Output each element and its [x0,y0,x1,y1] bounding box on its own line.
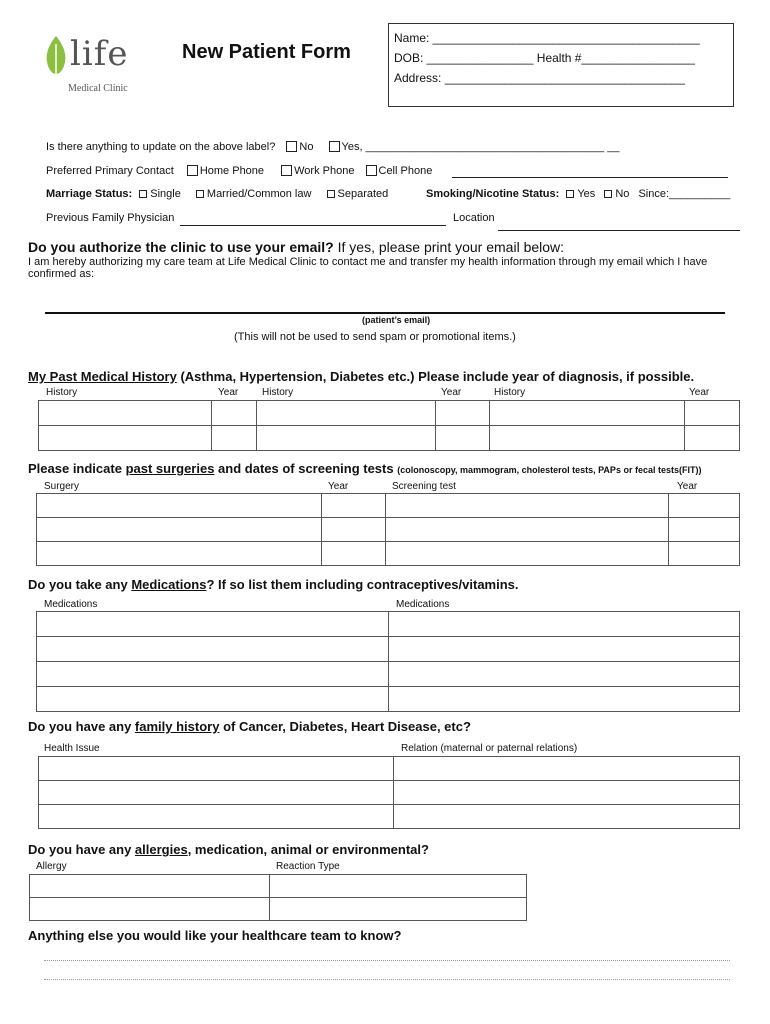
table-row [39,805,740,829]
history-table [38,400,740,451]
allergies-col-1: Allergy [36,861,67,872]
family-col-1: Health Issue [44,743,100,754]
medications-title [28,577,519,592]
patient-label-box [388,23,734,107]
table-cell[interactable] [37,612,389,637]
table-row [37,542,740,566]
surgeries-title [28,461,701,476]
page-title: New Patient Form [182,41,351,63]
update-label-row [46,141,619,153]
email-question [28,239,564,255]
email-line[interactable] [45,312,725,314]
smoking-row [426,188,730,200]
leaf-icon [44,36,68,80]
history-col-4: Year [441,387,462,398]
history-col-6: Year [689,387,710,398]
table-cell[interactable] [39,805,394,829]
surgeries-col-2: Year [328,481,349,492]
table-cell[interactable] [386,494,669,518]
table-cell[interactable] [37,687,389,712]
smoking-yes-label: Yes [577,188,596,200]
single-checkbox[interactable] [139,190,147,198]
table-cell[interactable] [389,637,740,662]
table-row [39,426,740,451]
contact-label: Preferred Primary Contact [46,165,174,177]
surgeries-title-mid: and dates of screening tests [214,461,398,476]
table-cell[interactable] [37,637,389,662]
label-name-line: Name: ________________________________________ [394,31,700,45]
location-line[interactable] [498,230,740,231]
surgeries-col-1: Surgery [44,481,80,492]
medications-title-pre: Do you take any [28,577,132,592]
table-cell[interactable] [37,662,389,687]
table-cell[interactable] [37,494,322,518]
update-no-label: No [299,141,314,153]
table-cell[interactable] [37,542,322,566]
logo-word: life [70,34,129,74]
table-cell[interactable] [39,426,212,451]
cell-phone-label: Cell Phone [378,165,433,177]
table-cell[interactable] [386,518,669,542]
logo-subtitle: Medical Clinic [68,83,128,94]
history-title [28,369,694,384]
home-phone-label: Home Phone [199,165,265,177]
medications-table [36,611,740,712]
married-checkbox[interactable] [196,190,204,198]
family-title-rest: of Cancer, Diabetes, Heart Disease, etc? [219,719,471,734]
contact-row [46,165,432,177]
table-cell[interactable] [39,781,394,805]
surgeries-title-pre: Please indicate [28,461,126,476]
table-row [39,781,740,805]
table-cell[interactable] [37,518,322,542]
table-row [39,401,740,426]
married-label: Married/Common law [206,188,312,200]
table-row [37,662,740,687]
smoking-yes-checkbox[interactable] [566,190,574,198]
clinic-logo [44,36,134,98]
allergies-col-2: Reaction Type [276,861,340,872]
table-cell[interactable] [389,687,740,712]
email-question-bold: Do you authorize the clinic to use your email? [28,239,334,255]
surgeries-title-underlined: past surgeries [125,461,215,476]
marriage-label: Marriage Status: [46,188,133,200]
medications-title-underlined: Medications [131,577,207,592]
table-row [30,898,527,921]
table-cell[interactable] [322,494,386,518]
label-dob-line: DOB: ________________ Health #_________________ [394,51,695,65]
marriage-row [46,188,388,200]
table-cell[interactable] [322,542,386,566]
physician-line[interactable] [180,225,446,226]
allergies-title-underlined: allergies [134,842,188,857]
anything-title: Anything else you would like your healthcare team to know? [28,928,402,943]
allergies-table [29,874,527,921]
surgeries-title-small: (colonoscopy, mammogram, cholesterol tests, PAPs or fecal tests(FIT)) [397,465,702,475]
separated-checkbox[interactable] [327,190,335,198]
table-cell[interactable] [257,426,436,451]
separated-label: Separated [337,188,389,200]
table-cell[interactable] [39,757,394,781]
table-cell[interactable] [685,426,740,451]
history-col-5: History [494,387,526,398]
table-cell[interactable] [389,662,740,687]
table-row [39,757,740,781]
table-row [30,875,527,898]
history-col-1: History [46,387,78,398]
table-row [37,687,740,712]
history-title-underlined: My Past Medical History [28,369,177,384]
since-field[interactable]: Since:__________ [638,188,731,200]
email-question-tail: If yes, please print your email below: [333,239,565,255]
family-title [28,719,471,734]
history-col-3: History [262,387,294,398]
anything-line-2[interactable] [44,979,730,980]
table-cell[interactable] [669,542,740,566]
allergies-title [28,842,429,857]
history-col-2: Year [218,387,239,398]
email-note: (This will not be used to send spam or promotional items.) [234,331,516,343]
table-cell[interactable] [270,898,527,921]
table-cell[interactable] [669,518,740,542]
update-yes-label: Yes, _______________________________________ __ [341,141,620,153]
table-cell[interactable] [386,542,669,566]
smoking-no-label: No [615,188,630,200]
family-title-underlined: family history [134,719,220,734]
table-cell[interactable] [490,426,685,451]
work-phone-checkbox[interactable] [281,165,292,176]
family-title-pre: Do you have any [28,719,135,734]
update-no-checkbox[interactable] [286,141,297,152]
single-label: Single [150,188,181,200]
table-cell[interactable] [39,401,212,426]
physician-label: Previous Family Physician [46,212,175,224]
table-cell[interactable] [322,518,386,542]
table-cell[interactable] [212,401,257,426]
table-cell[interactable] [436,426,490,451]
email-consent-text: I am hereby authorizing my care team at Life Medical Clinic to contact me and transfer my health information through my email which I have confirmed as: [28,256,708,280]
table-cell[interactable] [394,781,740,805]
table-cell[interactable] [394,757,740,781]
family-col-2: Relation (maternal or paternal relations) [401,743,578,754]
email-caption: (patient’s email) [362,315,431,325]
table-cell[interactable] [394,805,740,829]
table-cell[interactable] [30,875,270,898]
update-yes-checkbox[interactable] [329,141,340,152]
work-phone-label: Work Phone [294,165,355,177]
table-cell[interactable] [270,875,527,898]
table-row [37,518,740,542]
surgeries-col-4: Year [677,481,698,492]
location-label: Location [453,212,495,224]
home-phone-checkbox[interactable] [187,165,198,176]
table-cell[interactable] [389,612,740,637]
medications-title-rest: ? If so list them including contraceptives/vitamins. [206,577,519,592]
table-cell[interactable] [669,494,740,518]
history-title-rest: (Asthma, Hypertension, Diabetes etc.) Please include year of diagnosis, if possible. [176,369,695,384]
allergies-title-rest: , medication, animal or environmental? [187,842,429,857]
table-cell[interactable] [490,401,685,426]
cell-phone-checkbox[interactable] [366,165,377,176]
medications-col-1: Medications [44,599,98,610]
medications-col-2: Medications [396,599,450,610]
smoking-label: Smoking/Nicotine Status: [426,188,560,200]
update-question: Is there anything to update on the above label? [46,141,276,153]
table-cell[interactable] [685,401,740,426]
contact-line[interactable] [452,177,728,178]
family-table [38,756,740,829]
table-row [37,494,740,518]
table-cell[interactable] [30,898,270,921]
surgeries-col-3: Screening test [392,481,456,492]
label-address-line: Address: ____________________________________ [394,71,685,85]
table-cell[interactable] [436,401,490,426]
allergies-title-pre: Do you have any [28,842,135,857]
table-cell[interactable] [212,426,257,451]
surgeries-table [36,493,740,566]
table-row [37,637,740,662]
table-cell[interactable] [257,401,436,426]
anything-line-1[interactable] [44,960,730,961]
smoking-no-checkbox[interactable] [604,190,612,198]
table-row [37,612,740,637]
